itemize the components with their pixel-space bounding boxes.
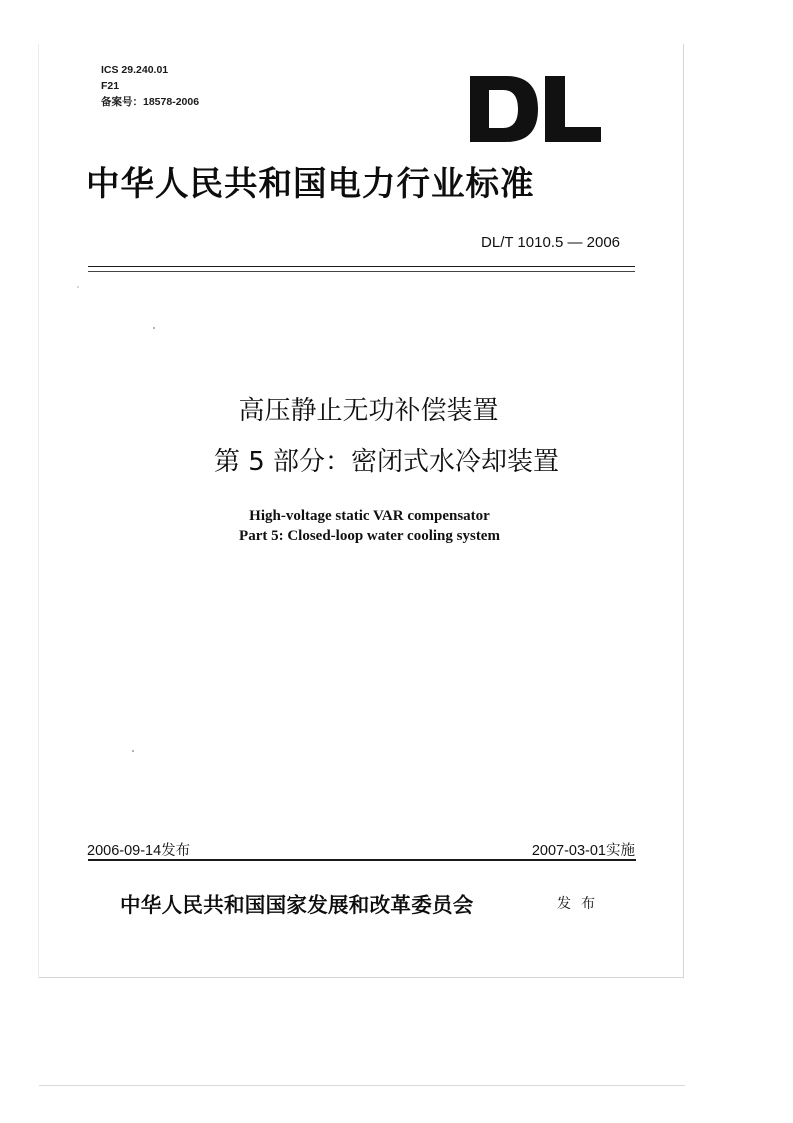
organization-title: 中华人民共和国电力行业标准	[86, 164, 535, 203]
dl-logo	[470, 76, 601, 142]
standard-code: DL/T 1010.5 — 2006	[481, 234, 620, 251]
document-title-cn-line2: 第 5 部分：密闭式水冷却装置	[213, 447, 560, 477]
issue-label: 发布	[557, 896, 605, 912]
date-divider	[88, 859, 636, 861]
header-divider-secondary	[88, 271, 635, 272]
category-code: F21	[101, 80, 120, 92]
issuing-authority: 中华人民共和国国家发展和改革委员会	[120, 893, 474, 917]
scan-speck	[153, 327, 155, 329]
header-divider	[88, 266, 635, 267]
classification-block	[101, 62, 199, 110]
page-separator	[39, 1085, 685, 1086]
document-title-cn-line1: 高压静止无功补偿装置	[238, 396, 499, 426]
logo-letter-l	[545, 76, 601, 142]
scan-speck	[77, 286, 79, 288]
ics-code: ICS 29.240.01	[101, 64, 169, 76]
implementation-date: 2007-03-01实施	[531, 843, 635, 859]
logo-letter-d	[470, 76, 538, 142]
document-title-en-line1: High-voltage static VAR compensator	[249, 508, 490, 524]
record-number: 备案号：18578-2006	[101, 96, 200, 108]
document-title-en-line2: Part 5: Closed-loop water cooling system	[239, 528, 500, 544]
issue-date: 2006-09-14发布	[87, 843, 191, 859]
scan-speck	[132, 750, 134, 752]
